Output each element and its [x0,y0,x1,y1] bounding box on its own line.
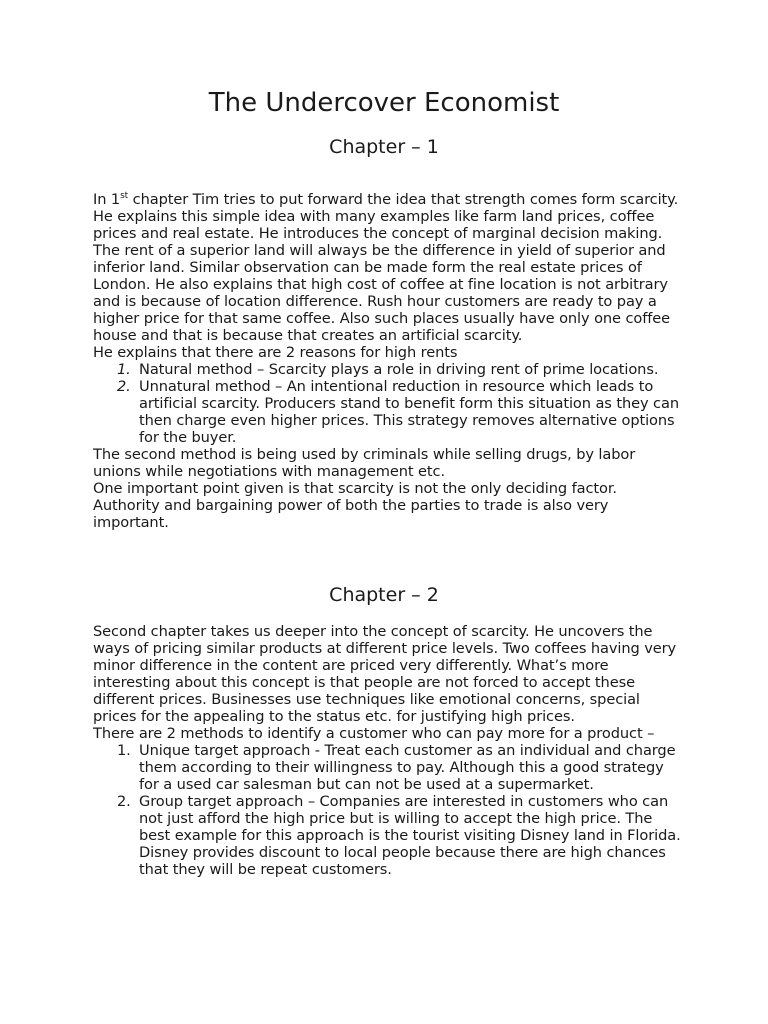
rent-reasons-list [93,361,683,446]
second-method-paragraph: The second method is being used by criminals while selling drugs, by labor unions while negotiations with management etc. [93,446,636,480]
list-item [93,742,683,793]
intro-text-start: In 1 [93,191,121,208]
list-item-number: 2. [117,793,131,810]
chapter-1-heading: Chapter – 1 [329,136,439,158]
list-item-text: Natural method – Scarcity plays a role in driving rent of prime locations. [139,361,659,378]
intro-text-rest: chapter Tim tries to put forward the idea that strength comes form scarcity. He explains this simple idea with many examples like farm land prices, coffee prices and real estate. He introduces the concept of marginal decision making. The rent of a superior land will always be the difference in yield of superior and inferior land. Similar observation can be made form the real estate prices of London. He also explains that high cost of coffee at fine location is not arbitrary and is because of location difference. Rush hour customers are ready to pay a higher price for that same coffee. Also such places usually have only one coffee house and that is because that creates an artificial scarcity. [93,191,679,344]
customer-methods-list [93,742,683,878]
list-item-text: Unique target approach - Treat each customer as an individual and charge them according to their willingness to pay. Although this a good strategy for a used car salesman but can not be used at a supermarket. [139,742,676,793]
methods-lead: There are 2 methods to identify a customer who can pay more for a product – [93,725,655,742]
ordinal-superscript: st [120,191,129,201]
chapter-2-body [93,623,683,878]
chapter-2-intro-paragraph: Second chapter takes us deeper into the concept of scarcity. He uncovers the ways of pricing similar products at different price levels. Two coffees having very minor difference in the content are priced very differently. What’s more interesting about this concept is that people are not forced to accept these different prices. Businesses use techniques like emotional concerns, special prices for the appealing to the status etc. for justifying high prices. [93,623,677,725]
chapter-1-body [93,191,683,531]
chapter-2-heading: Chapter – 2 [329,584,439,606]
list-item-text: Group target approach – Companies are interested in customers who can not just afford the high price but is willing to accept the high price. The best example for this approach is the tourist visiting Disney land in Florida. Disney provides discount to local people because there are high chances that they will be repeat customers. [139,793,681,878]
important-point-paragraph: One important point given is that scarcity is not the only deciding factor. Authority and bargaining power of both the parties to trade is also very important. [93,480,617,531]
document-title: The Undercover Economist [208,88,560,118]
list-item [93,793,683,878]
list-item [93,361,683,378]
chapter-1-intro-paragraph [93,191,683,344]
list-item-number: 2. [117,378,131,395]
list-item-number: 1. [117,742,131,759]
list-item-number: 1. [117,361,131,378]
list-item [93,378,683,446]
list-item-text: Unnatural method – An intentional reduction in resource which leads to artificial scarcity. Producers stand to benefit form this situation as they can then charge even higher prices. This strategy removes alternative options for the buyer. [139,378,679,446]
rent-reasons-lead: He explains that there are 2 reasons for high rents [93,344,458,361]
